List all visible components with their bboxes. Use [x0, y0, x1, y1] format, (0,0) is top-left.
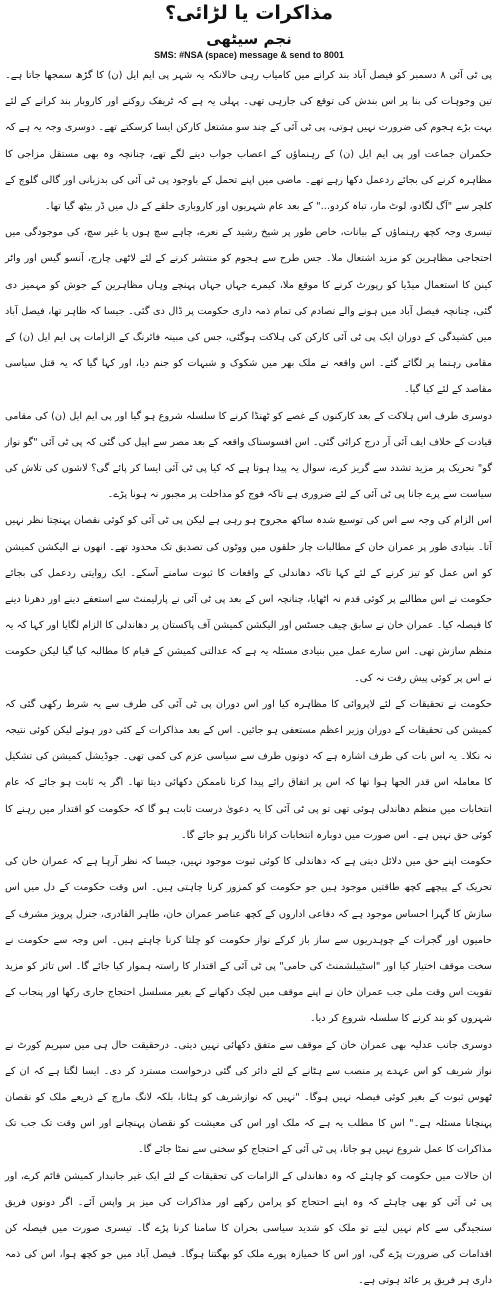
paragraph-5: حکومت نے تحقیقات کے لئے لاپروائی کا مظاہرہ کیا اور اس دوران پی ٹی آئی کی طرف سے یہ شرط رکھی گئی کہ کمیشن کی تحقیقات کے دوران وزیر اعظم مستعفی ہو جائیں۔ اس کے بعد مذاکرات کے کئی دور ہوئے لیکن کوئی نتیجہ نہ نکلا۔ یہ اس بات کی طرف اشارہ ہے کہ دونوں طرف سے سیاسی عزم کی کمی تھی۔ جوڈیشل کمیشن کی تشکیل کا معاملہ اس قدر الجھا ہوا تھا کہ اس پر اتفاق رائے پیدا کرنا ناممکن دکھائی دیتا تھا۔ اگر یہ ثابت ہو جائے کہ عام انتخابات میں منظم دھاندلی ہوئی تھی تو پی ٹی آئی کا یہ دعویٰ درست ثابت ہو گا کہ حکومت کو اقتدار میں رہنے کا کوئی حق نہیں ہے۔ اس صورت میں دوبارہ انتخابات کرانا ناگزیر ہو جائے گا۔ [5, 698, 492, 841]
paragraph-7: دوسری جانب عدلیہ بھی عمران خان کے موقف سے متفق دکھائی نہیں دیتی۔ درحقیقت حال ہی میں سپریم کورٹ نے نواز شریف کو اس عہدے پر منصب سے ہٹانے کے لئے دائر کی گئی درخواست مسترد کر دی۔ ایسا لگتا ہے کہ ان کے ٹھوس ثبوت کے بغیر کوئی فیصلہ نہیں ہوگا۔ "نہیں کہ نوازشریف کو ہٹانا، بلکہ لانگ مارچ کے ذریعے ملک کو نقصان پہنچانا مسئلہ ہے۔" اس کا مطلب یہ ہے کہ ملک اور اس کی معیشت کو نقصان پہنچانے اور اس وقت تک جب تک مذاکرات کا عمل شروع نہیں ہو جاتا، پی ٹی آئی کے احتجاج کو سختی سے نمٹا جائے گا۔ [5, 1039, 492, 1156]
paragraph-8: ان حالات میں حکومت کو چاہئے کہ وہ دھاندلی کے الزامات کی تحقیقات کے لئے ایک غیر جانبدار کمیشن قائم کرے، اور پی ٹی آئی کو بھی چاہئے کہ وہ اپنے احتجاج کو پرامن رکھے اور مذاکرات کی میز پر واپس آئے۔ اگر دونوں فریق سنجیدگی سے کام نہیں لیتے تو ملک کو شدید سیاسی بحران کا سامنا کرنا پڑے گا۔ تیسری صورت میں فیصلہ کن اقدامات کی ضرورت پڑے گی، اور اس کا خمیازہ پورے ملک کو بھگتنا ہوگا۔ فیصل آباد میں جو کچھ ہوا، اس کی ذمہ داری ہر فریق پر عائد ہوتی ہے۔ [5, 1170, 492, 1287]
column-title: مذاکرات یا لڑائی؟ [164, 2, 334, 24]
paragraph-1: پی ٹی آئی ۸ دسمبر کو فیصل آباد بند کرانے میں کامیاب رہی حالانکہ یہ شہر پی ایم ایل (ن) کا گڑھ سمجھا جاتا ہے۔ تین وجوہات کی بنا پر اس بندش کی توقع کی جارہی تھی۔ پہلی یہ ہے کہ ٹریفک روکنے اور کاروبار بند کرانے کے لئے بہت بڑے ہجوم کی ضرورت نہیں ہوتی، پی ٹی آئی کے چند سو مشتعل کارکن ایسا کرسکتے تھے۔ دوسری وجہ یہ ہے کہ حکمران جماعت اور پی ایم ایل (ن) کے رہنماؤں کے اعصاب جواب دینے لگے تھے، چنانچہ وہ بھی مستقل مزاجی کا مظاہرہ کرنے کی بجائے ردعمل دکھا رہے تھے۔ ماضی میں اپنے تحمل کے باوجود پی ٹی آئی کی بدزبانی اور گالی گلوچ کے کلچر سے "آگ لگادو، لوٹ مار، تباہ کردو..." کے بعد عام شہریوں اور کاروباری حلقے کے دل میں ڈر بیٹھ گیا تھا۔ [5, 70, 493, 213]
author-name: نجم سیٹھی [206, 30, 292, 48]
sms-info: SMS: #NSA (space) message & send to 8001 [154, 50, 344, 60]
paragraph-4: اس الزام کی وجہ سے اس کی توسیع شدہ ساکھ مجروح ہو رہی ہے لیکن پی ٹی آئی کو کوئی نقصان پہنچتا نظر نہیں آتا۔ بنیادی طور پر عمران خان کے مطالبات چار حلقوں میں ووٹوں کی تصدیق تک محدود تھے۔ انھوں نے الیکشن کمیشن کو اس عمل کو تیز کرنے کے لئے کہا تاکہ دھاندلی کے واقعات کا ثبوت سامنے آسکے۔ ایک روایتی ردعمل کی بجائے حکومت نے اس مطالبے پر کوئی قدم نہ اٹھایا، چنانچہ اس کے بعد پی ٹی آئی نے پارلیمنٹ سے استعفے دینے اور دھرنا دینے کا فیصلہ کیا۔ عمران خان نے سابق چیف جسٹس اور الیکشن کمیشن آف پاکستان پر دھاندلی کا الزام لگایا اور کہا کہ یہ منظم سازش تھی۔ اس سارے عمل میں بنیادی مسئلہ یہ ہے کہ عدالتی کمیشن کے قیام کا مطالبہ کیا گیا لیکن حکومت نے اس پر کوئی پیش رفت نہ کی۔ [5, 515, 492, 684]
paragraph-2: تیسری وجہ کچھ رہنماؤں کے بیانات، خاص طور پر شیخ رشید کے نعرے، چاہے سچ ہوں یا غیر سچ، کی موجودگی میں احتجاجی مظاہرین کو مزید اشتعال ملا۔ جس طرح سے ہجوم کو منتشر کرنے کے لئے لاٹھی چارج، آنسو گیس اور واٹر کینن کا استعمال میڈیا کو رپورٹ کرنے کا موقع ملا، کیمرے جہاں جہاں پہنچے وہاں مظاہرین کے جوش کو مہمیز دی گئی، چنانچہ فیصل آباد میں ہونے والے تصادم کی تمام ذمہ داری حکومت پر ڈال دی گئی۔ جیسا کہ ظاہر تھا، فیصل آباد میں کشیدگی کے دوران ایک پی ٹی آئی کارکن کی ہلاکت ہوگئی، جس کی مبینہ فائرنگ کے الزامات پی ایم ایل (ن) کے مقامی رہنما پر لگائے گئے۔ اس واقعہ نے ملک بھر میں شکوک و شبہات کو جنم دیا، اور کہا گیا کہ یہ قتل سیاسی مقاصد کے لئے کیا گیا۔ [5, 227, 492, 396]
article-body [5, 63, 493, 1287]
paragraph-3: دوسری طرف اس ہلاکت کے بعد کارکنوں کے غصے کو ٹھنڈا کرنے کا سلسلہ شروع ہو گیا اور پی ایم ایل (ن) کی مقامی قیادت کے خلاف ایف آئی آر درج کرائی گئی۔ اس افسوسناک واقعہ کے بعد مصر سے اپیل کی گئی کہ پی ٹی آئی "گو نواز گو" تحریک پر مزید تشدد سے گریز کرے، سوال یہ پیدا ہوتا ہے کہ کیا پی ٹی آئی ایسا کر پائے گی؟ لاشوں کی تلاش کی سیاست سے پرے جانا پی ٹی آئی کے لئے ضروری ہے تاکہ فوج کو مداخلت پر مجبور نہ ہونا پڑے۔ [5, 410, 492, 501]
paragraph-6: حکومت اپنے حق میں دلائل دیتی ہے کہ دھاندلی کا کوئی ثبوت موجود نہیں، جیسا کہ نظر آرہا ہے کہ عمران خان کی تحریک کے پیچھے کچھ طاقتیں موجود ہیں جو حکومت کو کمزور کرنا چاہتی ہیں۔ اس وقت حکومت کے دل میں اس سازش کا گہرا احساس موجود ہے کہ دفاعی اداروں کے کچھ عناصر عمران خان، طاہر القادری، جنرل پرویز مشرف کے حامیوں اور گجرات کے چوہدریوں سے ساز باز کرکے نواز حکومت کو چلتا کرنا چاہتے ہیں۔ اس وجہ سے حکومت نے سخت موقف اختیار کیا اور "اسٹیبلشمنٹ کی حامی" پی ٹی آئی کے اقتدار کا راستہ ہموار کیا جائے گا۔ اس تاثر کو مزید تقویت اس وقت ملی جب عمران خان نے اپنے موقف میں لچک دکھانے کے بغیر مسلسل احتجاج جاری رکھا اور پنجاب کے شہروں کو بند کرنے کا سلسلہ شروع کر دیا۔ [5, 856, 492, 1025]
